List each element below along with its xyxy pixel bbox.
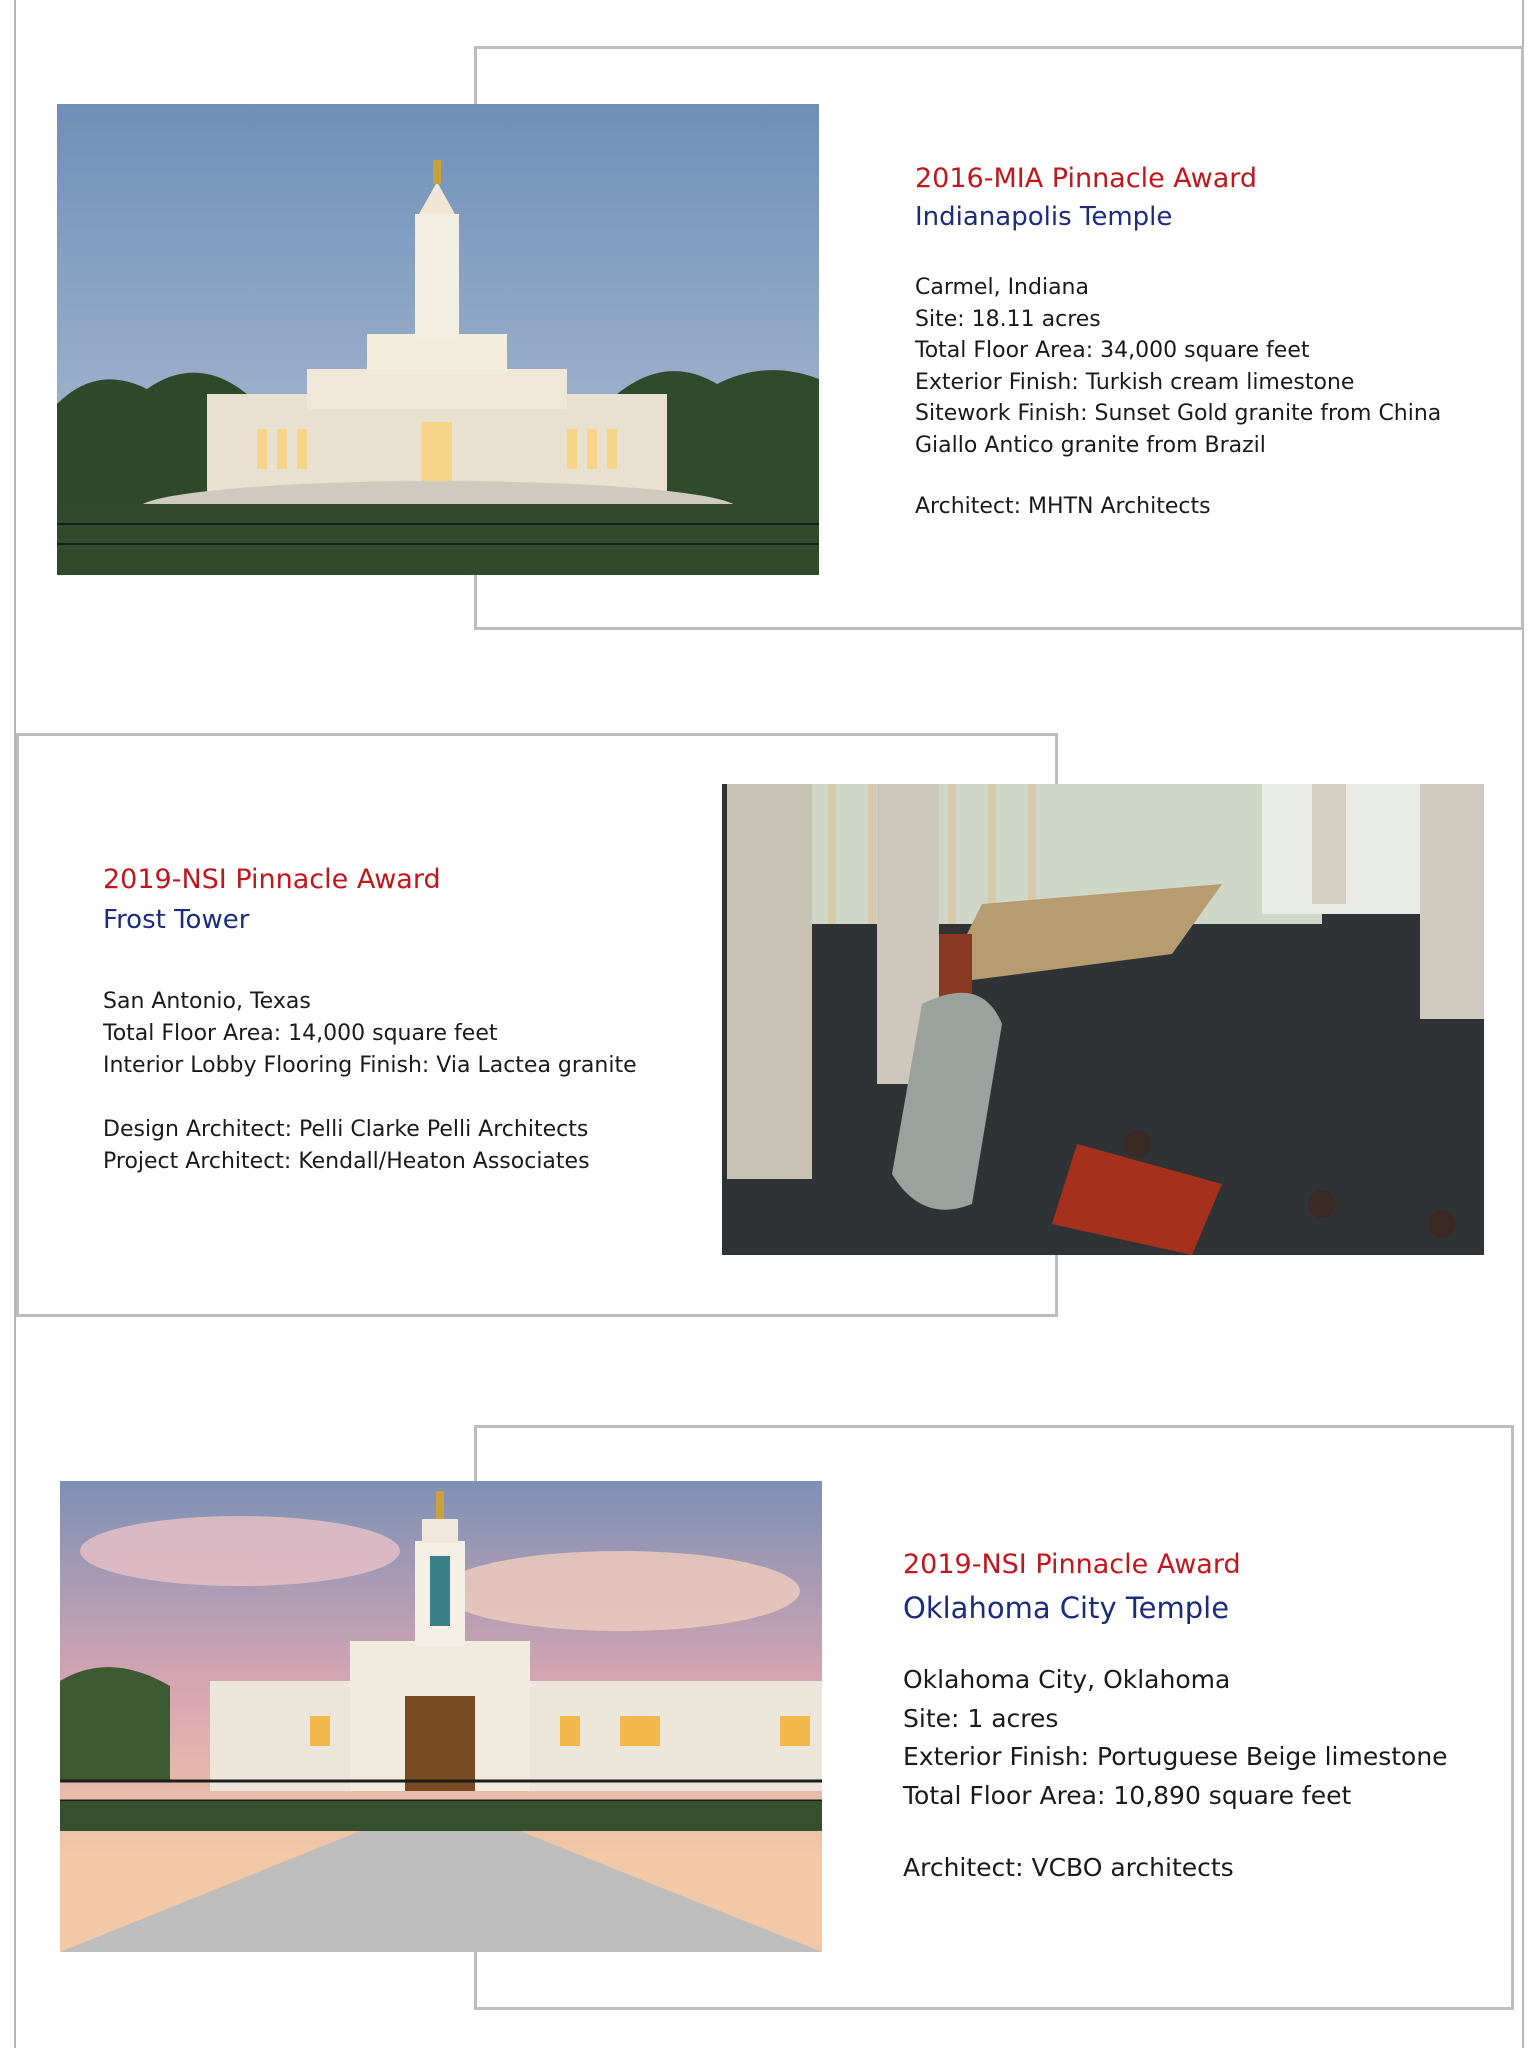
indianapolis-temple-photo: [57, 104, 819, 575]
project-name: Frost Tower: [103, 905, 250, 935]
detail-site: Site: 18.11 acres: [915, 306, 1101, 332]
frost-tower-lobby-photo: [722, 784, 1484, 1255]
detail-sitework-finish: Sitework Finish: Sunset Gold granite from China: [915, 401, 1442, 426]
detail-flooring-finish: Interior Lobby Flooring Finish: Via Lactea granite: [103, 1053, 637, 1078]
project-text-indianapolis: [915, 160, 1515, 523]
detail-architect: Architect: VCBO architects: [903, 1853, 1234, 1882]
award-title: 2016-MIA Pinnacle Award: [915, 163, 1258, 194]
detail-architect: Architect: MHTN Architects: [915, 494, 1211, 519]
detail-project-architect: Project Architect: Kendall/Heaton Associates: [103, 1149, 590, 1174]
detail-location: Oklahoma City, Oklahoma: [903, 1665, 1231, 1694]
detail-floor-area: Total Floor Area: 34,000 square feet: [915, 338, 1310, 363]
project-name: Oklahoma City Temple: [903, 1591, 1230, 1625]
detail-location: San Antonio, Texas: [103, 989, 311, 1014]
detail-site: Site: 1 acres: [903, 1703, 1059, 1733]
project-name: Indianapolis Temple: [915, 202, 1173, 232]
award-title: 2019-NSI Pinnacle Award: [903, 1549, 1241, 1580]
detail-floor-area: Total Floor Area: 14,000 square feet: [103, 1021, 498, 1046]
award-title: 2019-NSI Pinnacle Award: [103, 864, 441, 895]
detail-granite: Giallo Antico granite from Brazil: [915, 432, 1266, 458]
detail-exterior-finish: Exterior Finish: Turkish cream limestone: [915, 369, 1355, 395]
detail-design-architect: Design Architect: Pelli Clarke Pelli Architects: [103, 1117, 589, 1142]
detail-floor-area: Total Floor Area: 10,890 square feet: [903, 1780, 1352, 1810]
project-text-frost-tower: [103, 860, 723, 1178]
detail-exterior-finish: Exterior Finish: Portuguese Beige limestone: [903, 1742, 1448, 1771]
oklahoma-city-temple-photo: [60, 1481, 822, 1952]
project-text-oklahoma-city: [903, 1545, 1503, 1888]
detail-location: Carmel, Indiana: [915, 275, 1089, 300]
